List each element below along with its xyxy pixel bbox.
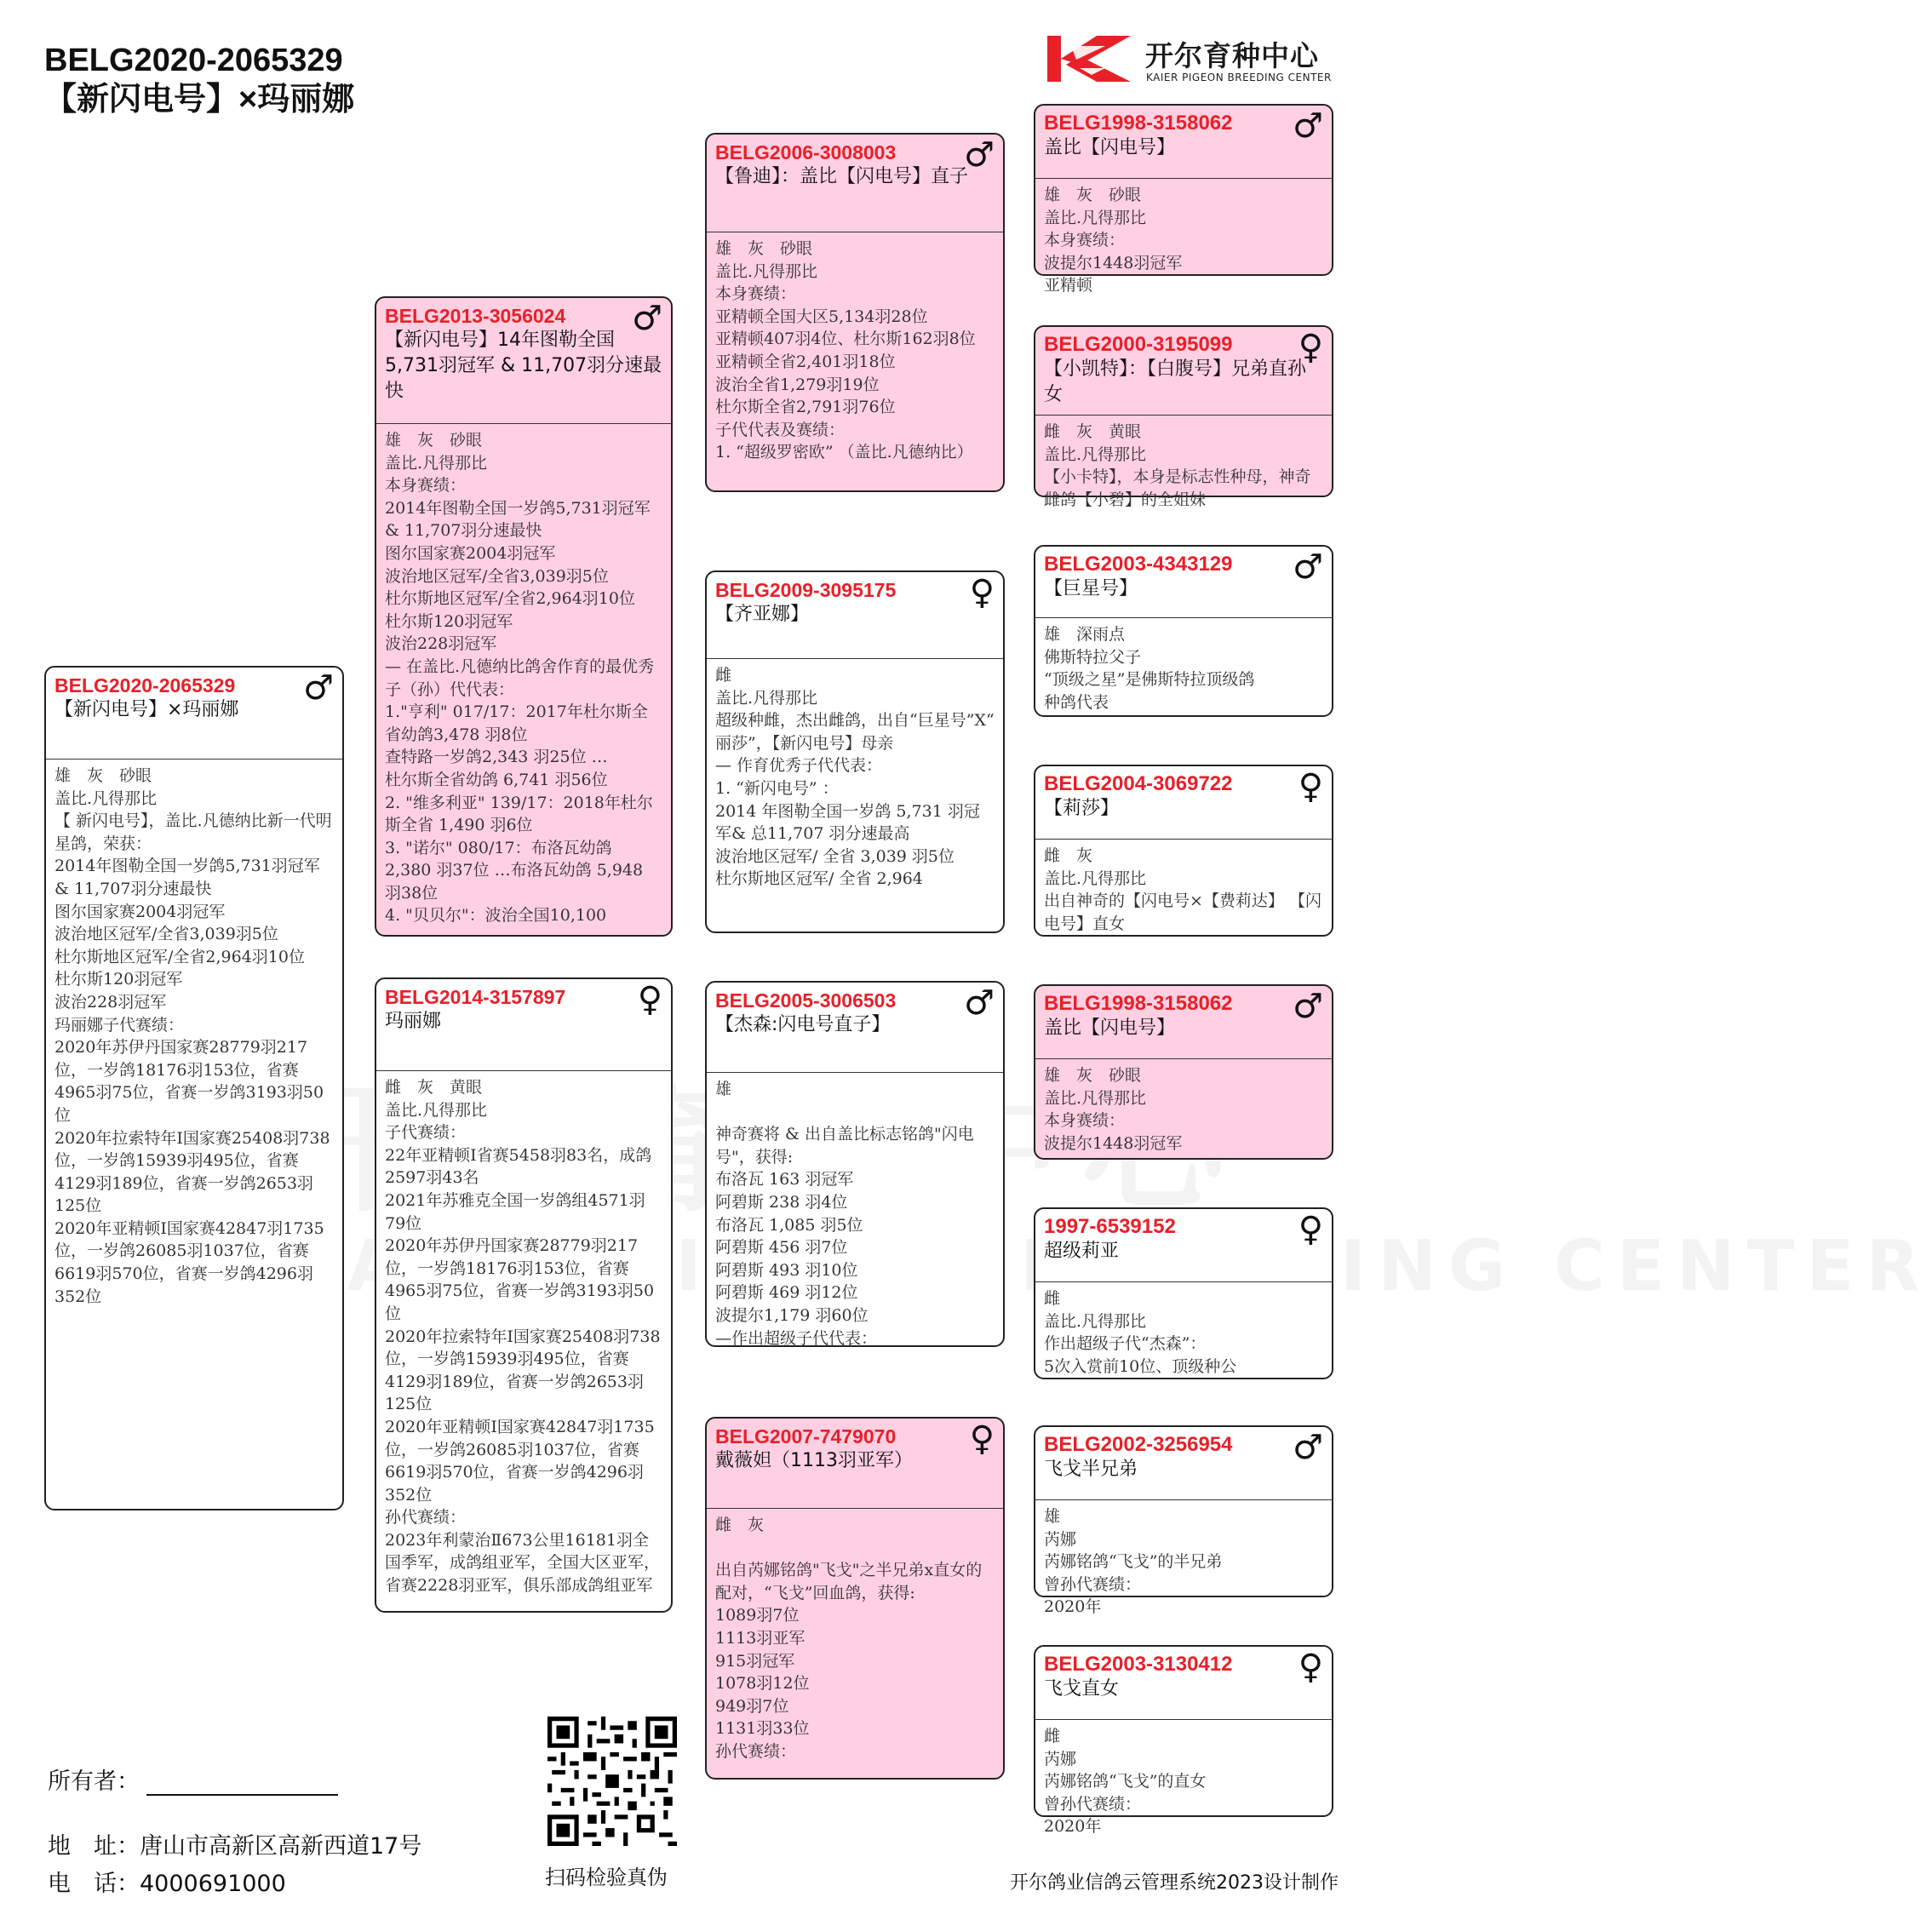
detail-line: 玛丽娜子代赛绩：	[54, 1015, 185, 1035]
detail-line: 神奇赛将 & 出自盖比标志铭鸽"闪电号"，获得:	[715, 1125, 974, 1166]
owner-blank-line	[146, 1774, 338, 1796]
detail-line: 布洛瓦 163 羽冠军	[715, 1170, 854, 1189]
detail-line: 波提尔1448羽冠军	[1044, 253, 1183, 272]
ring-number: BELG2020-2065329	[54, 674, 236, 696]
detail-line: 盖比.凡得那比	[1044, 444, 1147, 464]
design-credit: 开尔鸽业信鸽云管理系统2023设计制作	[1010, 1872, 1339, 1894]
detail-line: 2020年拉索特年I国家赛25408羽738位，一岁鸽15939羽495位，省赛4129羽189位，省赛一岁鸽2653羽125位	[54, 1128, 330, 1216]
detail-line: 雄 灰 砂眼	[1044, 186, 1142, 204]
male-icon: ♂	[1293, 547, 1323, 587]
card-details	[1035, 416, 1332, 514]
detail-line: 2020年亚精顿I国家赛42847羽1735位，一岁鸽26085羽1037位，省赛6619羽570位，省赛一岁鸽4296羽352位	[54, 1218, 324, 1306]
detail-line: 雌 灰	[1044, 846, 1093, 865]
detail-line: 2014年图勒全国一岁鸽5,731羽冠军 & 11,707羽分速最快	[385, 498, 656, 541]
male-icon: ♂	[1293, 106, 1323, 146]
detail-line: 雄 深雨点	[1044, 625, 1126, 644]
ring-number: BELG2014-3157897	[385, 986, 566, 1008]
address: 地 址：唐山市高新区高新西道17号	[48, 1833, 422, 1860]
ring-number: BELG2006-3008003	[715, 141, 897, 163]
ring-number: BELG2007-7479070	[715, 1425, 897, 1447]
ring-number: BELG2004-3069722	[1044, 772, 1233, 795]
card-details	[1035, 1059, 1332, 1158]
detail-line: 杜尔斯120羽冠军	[54, 970, 183, 989]
detail-line: 杜尔斯120羽冠军	[385, 611, 513, 631]
detail-line: 盖比.凡得那比	[1044, 868, 1147, 888]
detail-line: 子代代表及赛绩：	[715, 420, 846, 439]
detail-line: 1113羽亚军	[715, 1628, 805, 1648]
card-sds[interactable]	[1034, 545, 1333, 717]
detail-line: 阿碧斯 493 羽10位	[715, 1260, 858, 1280]
card-details	[1035, 840, 1332, 938]
detail-line: 杜尔斯地区冠军/全省2,964羽10位	[385, 589, 635, 609]
detail-line: 孙代赛绩：	[385, 1508, 467, 1528]
card-dam[interactable]	[375, 977, 673, 1613]
card-sss[interactable]	[1034, 104, 1333, 295]
male-icon: ♂	[632, 299, 662, 338]
detail-line: 阿碧斯 456 羽7位	[715, 1238, 848, 1258]
detail-line: 本身赛绩：	[1044, 1111, 1126, 1131]
card-dam-sire[interactable]	[705, 981, 1005, 1347]
female-icon: ♀	[1298, 328, 1323, 367]
detail-line: 波治228羽冠军	[385, 634, 497, 654]
ring-number: BELG2000-3195099	[1044, 333, 1233, 356]
detail-line: 1."亨利" 017/17：2017年杜尔斯全省幼鸽3,478 羽8位	[385, 702, 648, 744]
card-details	[707, 659, 1003, 894]
pigeon-name: 戴薇妲（1113羽亚军）	[715, 1450, 913, 1471]
card-sdd[interactable]	[1034, 765, 1333, 937]
detail-line: 雄	[715, 1080, 732, 1098]
detail-line: 佛斯特拉父子	[1044, 647, 1142, 667]
detail-line: 种鸽代表	[1044, 692, 1109, 712]
detail-line: 波治地区冠军/ 全省 3,039 羽5位	[715, 846, 955, 866]
title-name: 【新闪电号】×玛丽娜	[44, 82, 355, 118]
logo-icon	[1046, 31, 1139, 85]
male-icon: ♂	[1293, 987, 1323, 1026]
detail-line: — 在盖比.凡德纳比鸽舍作育的最优秀子（孙）代代表：	[385, 656, 655, 699]
detail-line: 查特路一岁鸽2,343 羽25位 …	[385, 748, 608, 767]
card-details	[707, 1509, 1003, 1767]
card-details	[1035, 618, 1332, 717]
detail-line: 2. "维多利亚" 139/17：2018年杜尔斯全省 1,490 羽6位	[385, 793, 653, 835]
detail-line: 2020年拉索特年I国家赛25408羽738位，一岁鸽15939羽495位，省赛4129羽189位，省赛一岁鸽2653羽125位	[385, 1327, 661, 1414]
card-dss[interactable]	[1034, 984, 1333, 1160]
detail-line: 5次入赏前10位、顶级种公	[1044, 1356, 1237, 1376]
detail-line: 盖比.凡得那比	[1044, 1311, 1147, 1331]
detail-line: 芮娜	[1044, 1529, 1077, 1549]
detail-line: 雌	[1044, 1727, 1061, 1745]
female-icon: ♀	[1298, 767, 1323, 806]
detail-line: 2014年图勒全国一岁鸽5,731羽冠军 & 11,707羽分速最快	[54, 857, 325, 898]
detail-line: 雄 灰 砂眼	[715, 239, 813, 258]
detail-line	[715, 1537, 995, 1560]
detail-line: 波治地区冠军/全省3,039羽5位	[54, 925, 278, 944]
qr-caption: 扫码检验真伪	[545, 1866, 668, 1889]
detail-line: 图尔国家赛2004羽冠军	[385, 543, 556, 563]
ring-number: BELG2005-3006503	[715, 989, 897, 1012]
pigeon-name: 盖比【闪电号】	[1044, 1017, 1176, 1039]
card-sire-sire[interactable]	[705, 133, 1005, 492]
detail-line: 【小卡特】，本身是标志性种母，神奇雌鸽【小碧】的全姐妹	[1044, 467, 1311, 509]
female-icon: ♀	[637, 980, 662, 1019]
detail-line: 本身赛绩：	[385, 476, 467, 496]
pigeon-name: 【小凯特】：【白腹号】兄弟直孙女	[1044, 358, 1307, 405]
card-dam-dam[interactable]	[705, 1417, 1005, 1780]
detail-line: 亚精顿全国大区5,134羽28位	[715, 307, 928, 326]
detail-line: 雄 灰 砂眼	[385, 431, 483, 450]
detail-line: 2020年苏伊丹国家赛28779羽217位，一岁鸽18176羽153位，省赛4965羽75位，省赛一岁鸽3193羽50位	[54, 1038, 324, 1125]
card-details	[376, 424, 671, 931]
ring-number: 1997-6539152	[1044, 1215, 1176, 1238]
detail-line: 子代赛绩：	[385, 1123, 467, 1143]
detail-line: 949羽7位	[715, 1696, 789, 1716]
detail-line: 盖比.凡得那比	[715, 261, 818, 281]
detail-line: 盖比.凡得那比	[54, 788, 158, 808]
detail-line: 波治228羽冠军	[54, 992, 167, 1012]
detail-line: 芮娜铭鸽“飞戈”的直女	[1044, 1772, 1207, 1791]
detail-line: —作出超级子代代表：	[715, 1328, 878, 1348]
detail-line: 图尔国家赛2004羽冠军	[54, 902, 226, 921]
detail-line: 本身赛绩：	[715, 284, 797, 304]
owner-field	[48, 1763, 338, 1796]
detail-line: 杜尔斯地区冠军/全省2,964羽10位	[54, 947, 305, 966]
detail-line: 1078羽12位	[715, 1674, 810, 1694]
detail-line: 雌 灰	[715, 1516, 765, 1534]
phone: 电 话：4000691000	[48, 1871, 286, 1897]
detail-line: 雄	[1044, 1507, 1061, 1526]
female-icon: ♀	[1298, 1210, 1323, 1249]
detail-line: 超级种雌，杰出雌鸽，出自“巨星号”X“ 丽莎”，【新闪电号】母亲	[715, 711, 1000, 753]
card-details	[707, 232, 1003, 467]
detail-line: 芮娜铭鸽“飞戈”的半兄弟	[1044, 1552, 1223, 1572]
detail-line: 3. "诺尔" 080/17：布洛瓦幼鸽 2,380 羽37位 …布洛瓦幼鸽 5,948 羽38位	[385, 838, 649, 903]
card-details	[707, 1073, 1003, 1353]
detail-line: 孙代赛绩：	[715, 1741, 797, 1761]
detail-line: 杜尔斯全省2,791羽76位	[715, 398, 896, 417]
detail-line: 1131羽33位	[715, 1719, 810, 1739]
pigeon-name: 【齐亚娜】	[715, 604, 810, 625]
card-dds[interactable]	[1034, 1425, 1333, 1617]
detail-line: 雌 灰 黄眼	[385, 1078, 483, 1097]
detail-line: 1089羽7位	[715, 1606, 800, 1625]
pigeon-name: 【杰森:闪电号直子】	[715, 1014, 891, 1035]
owner-label: 所有者：	[48, 1768, 140, 1795]
ring-number: BELG2013-3056024	[385, 305, 566, 327]
detail-line: 波治地区冠军/全省3,039羽5位	[385, 566, 609, 586]
detail-line: 2021年苏雅克全国一岁鸽组4571羽79位	[385, 1190, 645, 1233]
pigeon-name: 【新闪电号】×玛丽娜	[54, 699, 239, 720]
logo-en: KAIER PIGEON BREEDING CENTER	[1146, 72, 1332, 83]
card-sire[interactable]	[375, 296, 673, 937]
detail-line: 布洛瓦 1,085 羽5位	[715, 1215, 863, 1235]
detail-line: 雌	[715, 666, 732, 685]
title-ring: BELG2020-2065329	[44, 43, 343, 78]
detail-line: 雌 灰 黄眼	[1044, 422, 1142, 441]
pigeon-name: 超级莉亚	[1044, 1241, 1120, 1262]
ring-number: BELG2009-3095175	[715, 579, 897, 601]
male-icon: ♂	[964, 983, 995, 1023]
detail-line: 2020年	[1044, 1597, 1102, 1617]
ring-number: BELG1998-3158062	[1044, 112, 1233, 135]
detail-line: “顶级之星”是佛斯特拉顶级鸽	[1044, 670, 1255, 690]
detail-line: 雄 灰 砂眼	[1044, 1066, 1142, 1085]
card-subject[interactable]	[44, 666, 344, 1510]
detail-line: 出自芮娜铭鸽"飞戈"之半兄弟x直女的配对，“飞戈”回血鸽，获得:	[715, 1561, 983, 1602]
detail-line: 亚精顿全省2,401羽18位	[715, 352, 896, 371]
card-details	[46, 760, 342, 1311]
detail-line: 1. “超级罗密欧” （盖比.凡德纳比）	[715, 443, 973, 462]
card-ssd[interactable]	[1034, 325, 1333, 509]
detail-line: 22年亚精顿I省赛5458羽83名，成鸽2597羽43名	[385, 1145, 652, 1188]
detail-line: 4. "贝贝尔"：波治全国10,100	[385, 906, 607, 926]
detail-line: 雌	[1044, 1289, 1061, 1308]
pigeon-name: 玛丽娜	[385, 1011, 442, 1032]
detail-line: 曾孙代赛绩：	[1044, 1574, 1142, 1594]
female-icon: ♀	[969, 1419, 995, 1459]
male-icon: ♂	[964, 135, 995, 175]
card-details	[1035, 1500, 1332, 1622]
card-details	[1035, 1720, 1332, 1842]
pigeon-name: 【巨星号】	[1044, 578, 1138, 599]
pigeon-name: 飞戈半兄弟	[1044, 1459, 1138, 1480]
pigeon-name: 飞戈直女	[1044, 1678, 1120, 1700]
pigeon-name: 盖比【闪电号】	[1044, 137, 1176, 158]
card-details	[1035, 179, 1332, 301]
card-details	[376, 1071, 671, 1601]
detail-line: 波提尔1448羽冠军	[1044, 1133, 1183, 1153]
detail-line: 杜尔斯全省幼鸽 6,741 羽56位	[385, 770, 608, 789]
logo-cn: 开尔育种中心	[1145, 39, 1319, 72]
female-icon: ♀	[969, 573, 995, 612]
detail-line: 2020年苏伊丹国家赛28779羽217位，一岁鸽18176羽153位，省赛4965羽75位，省赛一岁鸽3193羽50位	[385, 1236, 655, 1323]
detail-line: 1. “新闪电号” ：	[715, 778, 839, 798]
detail-line: 亚精顿407羽4位、杜尔斯162羽8位	[715, 330, 976, 349]
ring-number: BELG2003-4343129	[1044, 553, 1233, 576]
card-dsd[interactable]	[1034, 1207, 1333, 1379]
detail-line: 出自神奇的【闪电号×【费莉达】 【闪电号】直女	[1044, 891, 1321, 933]
detail-line	[715, 1101, 995, 1124]
detail-line: 【 新闪电号】，盖比.凡德纳比新一代明星鸽，荣获：	[54, 811, 332, 853]
male-icon: ♂	[303, 668, 334, 708]
detail-line: 盖比.凡得那比	[1044, 208, 1147, 227]
ring-number: BELG2003-3130412	[1044, 1653, 1233, 1676]
detail-line: 芮娜	[1044, 1749, 1077, 1768]
male-icon: ♂	[1293, 1428, 1323, 1467]
pigeon-name: 【新闪电号】14年图勒全国5,731羽冠军 & 11,707羽分速最快	[385, 330, 662, 402]
detail-line: 2020年	[1044, 1817, 1102, 1837]
detail-line: 2014 年图勒全国一岁鸽 5,731 羽冠军& 总11,707 羽分速最高	[715, 801, 980, 844]
detail-line: 波提尔1,179 羽60位	[715, 1305, 869, 1325]
female-icon: ♀	[1298, 1648, 1323, 1687]
detail-line: 作出超级子代“杰森”：	[1044, 1334, 1207, 1354]
detail-line: 本身赛绩：	[1044, 231, 1126, 250]
detail-line: 2020年亚精顿I国家赛42847羽1735位，一岁鸽26085羽1037位，省赛6619羽570位，省赛一岁鸽4296羽352位	[385, 1417, 655, 1505]
detail-line: 阿碧斯 469 羽12位	[715, 1283, 858, 1303]
card-ddd[interactable]	[1034, 1645, 1333, 1837]
qr-code-icon[interactable]	[547, 1717, 677, 1846]
page-title	[44, 41, 354, 119]
detail-line: 盖比.凡得那比	[715, 688, 818, 708]
detail-line: 盖比.凡得那比	[385, 1100, 488, 1120]
detail-line: 波治全省1,279羽19位	[715, 375, 880, 394]
detail-line: 阿碧斯 238 羽4位	[715, 1192, 848, 1212]
card-details	[1035, 1282, 1332, 1381]
pigeon-name: 【鲁迪】：盖比【闪电号】直子	[715, 166, 969, 187]
brand-logo	[1046, 31, 1344, 90]
ring-number: BELG1998-3158062	[1044, 992, 1233, 1015]
detail-line: 盖比.凡得那比	[1044, 1088, 1147, 1108]
detail-line: — 作育优秀子代代表：	[715, 756, 883, 776]
detail-line: 915羽冠军	[715, 1651, 795, 1671]
ring-number: BELG2002-3256954	[1044, 1433, 1233, 1456]
detail-line: 亚精顿	[1044, 276, 1093, 295]
detail-line: 曾孙代赛绩：	[1044, 1794, 1142, 1814]
detail-line: 雄 灰 砂眼	[54, 766, 152, 785]
detail-line: 杜尔斯地区冠军/ 全省 2,964	[715, 869, 923, 889]
detail-line: 2023年利蒙治Ⅱ673公里16181羽全国季军，成鸽组亚军，全国大区亚军，省赛2228羽亚军，俱乐部成鸽组亚军	[385, 1530, 661, 1596]
pigeon-name: 【莉莎】	[1044, 798, 1120, 819]
detail-line: 盖比.凡得那比	[385, 453, 488, 473]
card-sire-dam[interactable]	[705, 570, 1005, 933]
